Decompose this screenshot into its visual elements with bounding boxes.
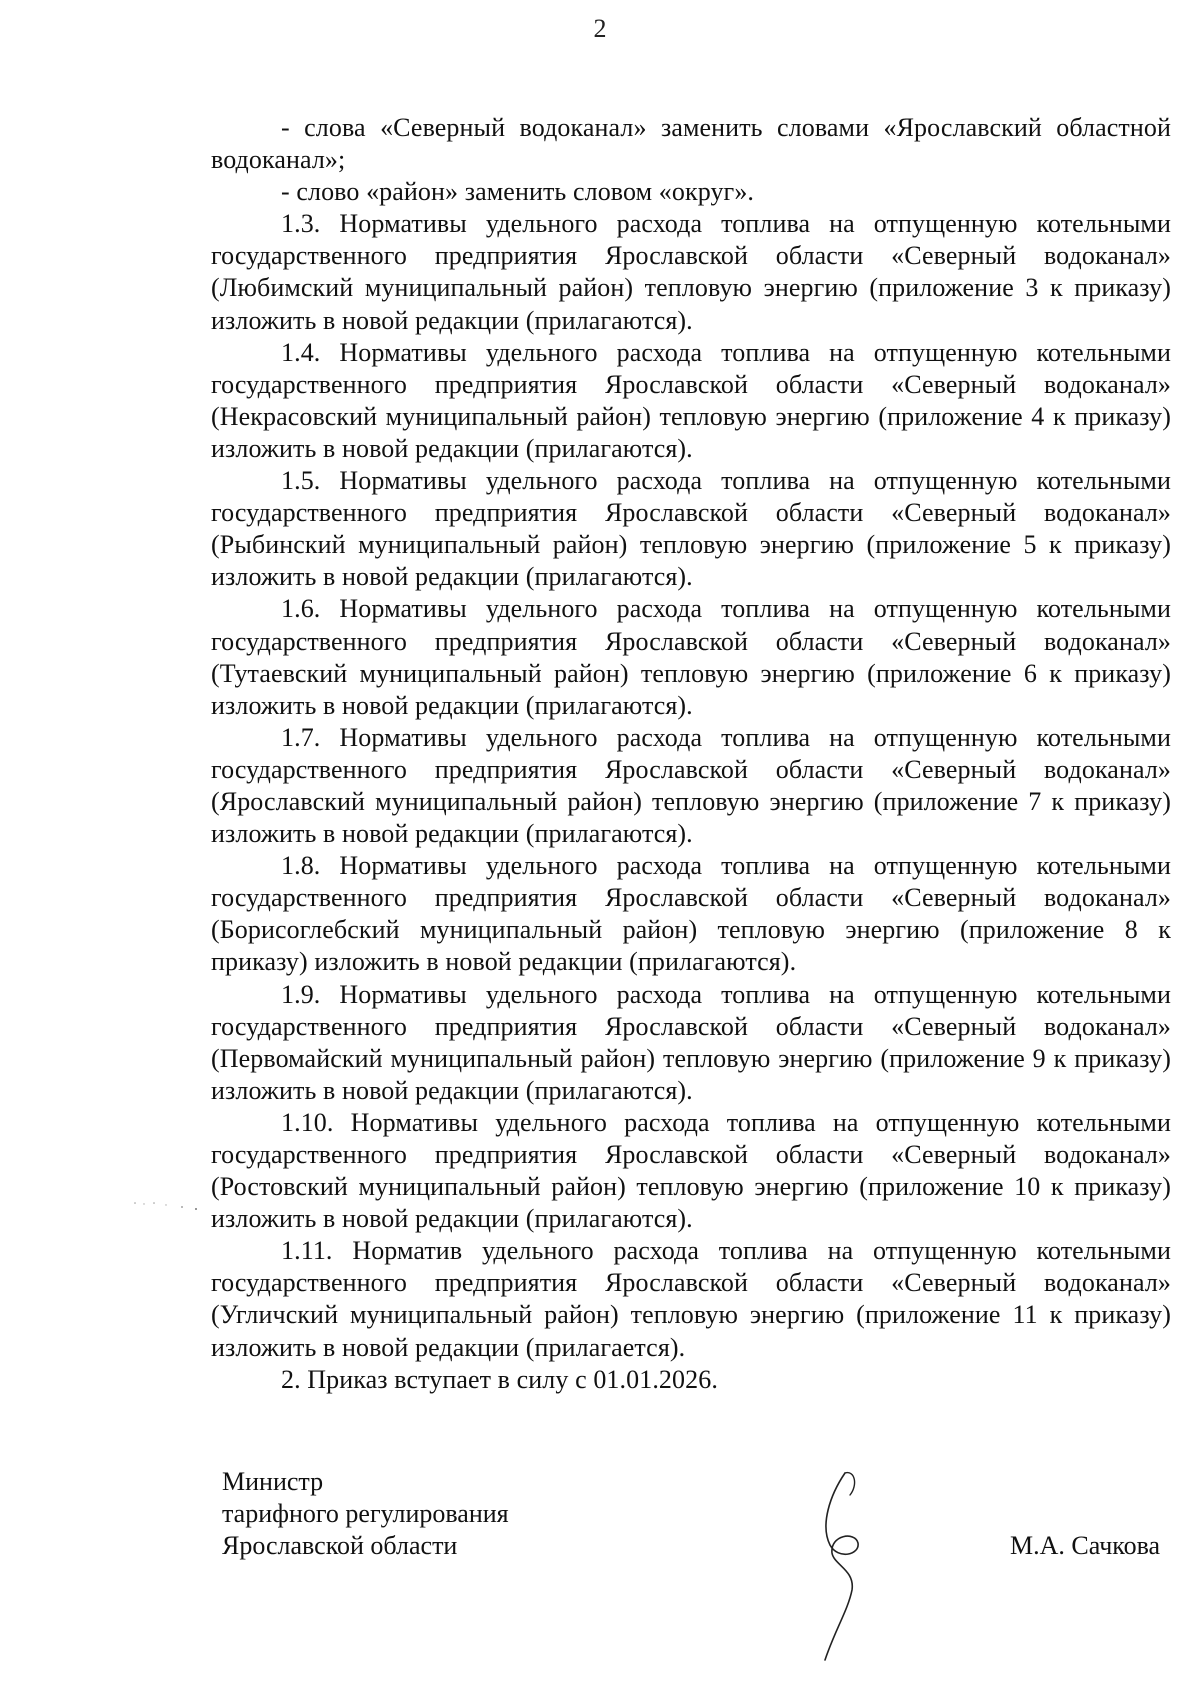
page-number: 2 [593, 14, 607, 43]
paragraph-replace-words: - слова «Северный водоканал» заменить словами «Ярославский областной водоканал»; [211, 113, 1171, 175]
paragraph-1-9: 1.9. Нормативы удельного расхода топлива на отпущенную котельными государственного предприятия Ярославской области «Северный водоканал» (Первомайский муниципальный район) тепловую энергию (приложение 9 к приказу) изложить в новой редакции (прилагаются). [211, 979, 1171, 1105]
paragraph-1-7: 1.7. Нормативы удельного расхода топлива на отпущенную котельными государственного предприятия Ярославской области «Северный водоканал» (Ярославский муниципальный район) тепловую энергию (приложение 7 к приказу) изложить в новой редакции (прилагаются). [211, 722, 1171, 849]
position-line-3: Ярославской области [222, 1531, 458, 1560]
paragraph-effective-date: 2. Приказ вступает в силу с 01.01.2026. [281, 1364, 718, 1394]
paragraph-replace-district: - слово «район» заменить словом «округ». [281, 177, 755, 207]
signatory-position [222, 1466, 509, 1562]
signer-name: М.А. Сачкова [1010, 1531, 1161, 1560]
paragraph-1-5: 1.5. Нормативы удельного расхода топлива на отпущенную котельными государственного предприятия Ярославской области «Северный водоканал» (Рыбинский муниципальный район) тепловую энергию (приложение 5 к приказу) изложить в новой редакции (прилагаются). [211, 466, 1171, 592]
handwritten-signature [800, 1465, 890, 1665]
paragraph-1-3: 1.3. Нормативы удельного расхода топлива на отпущенную котельными государственного предприятия Ярославской области «Северный водоканал» (Любимский муниципальный район) тепловую энергию (приложение 3 к приказу) изложить в новой редакции (прилагаются). [211, 209, 1171, 335]
position-line-2: тарифного регулирования [222, 1499, 509, 1528]
scan-artifact [130, 1195, 210, 1215]
position-line-1: Министр [222, 1467, 324, 1496]
paragraph-1-4: 1.4. Нормативы удельного расхода топлива на отпущенную котельными государственного предприятия Ярославской области «Северный водоканал» (Некрасовский муниципальный район) тепловую энергию (приложение 4 к приказу) изложить в новой редакции (прилагаются). [211, 337, 1171, 463]
document-body [211, 112, 1171, 1396]
paragraph-1-6: 1.6. Нормативы удельного расхода топлива на отпущенную котельными государственного предприятия Ярославской области «Северный водоканал» (Тутаевский муниципальный район) тепловую энергию (приложение 6 к приказу) изложить в новой редакции (прилагаются). [211, 594, 1171, 720]
paragraph-1-11: 1.11. Норматив удельного расхода топлива на отпущенную котельными государственного предприятия Ярославской области «Северный водоканал» (Угличский муниципальный район) тепловую энергию (приложение 11 к приказу) изложить в новой редакции (прилагается). [211, 1236, 1171, 1362]
paragraph-1-8: 1.8. Нормативы удельного расхода топлива на отпущенную котельными государственного предприятия Ярославской области «Северный водоканал» (Борисоглебский муниципальный район) тепловую энергию (приложение 8 к приказу) изложить в новой редакции (прилагаются). [211, 851, 1171, 977]
paragraph-1-10: 1.10. Нормативы удельного расхода топлива на отпущенную котельными государственного предприятия Ярославской области «Северный водоканал» (Ростовский муниципальный район) тепловую энергию (приложение 10 к приказу) изложить в новой редакции (прилагаются). [211, 1107, 1171, 1234]
